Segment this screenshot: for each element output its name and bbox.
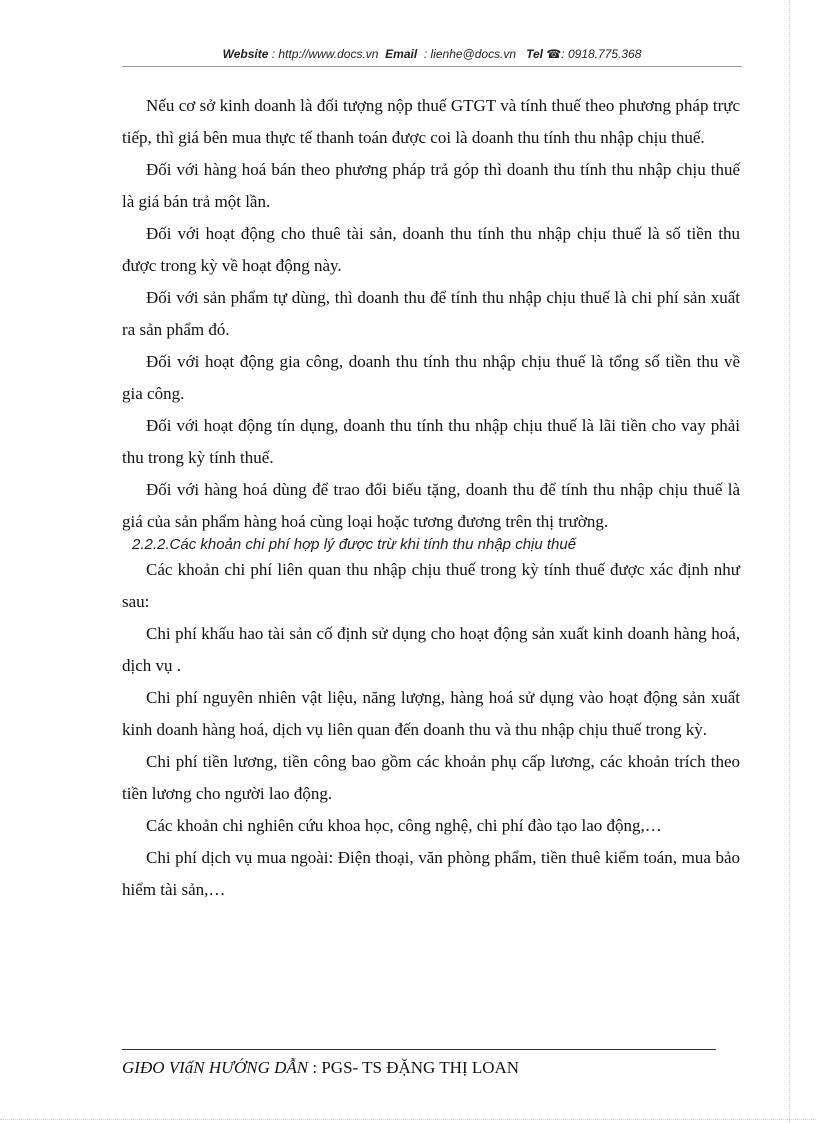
- paragraph: Đối với hoạt động cho thuê tài sản, doanh thu tính thu nhập chịu thuế là số tiền thu được trong kỳ về hoạt động này.: [122, 224, 740, 275]
- phone-icon: ☎: [546, 47, 562, 61]
- paragraph: Các khoản chi phí liên quan thu nhập chịu thuế trong kỳ tính thuế được xác định như sau:: [122, 560, 740, 611]
- footer-value: : PGS- TS ĐẶNG THỊ LOAN: [312, 1058, 520, 1077]
- header-divider: [122, 66, 742, 67]
- paragraph: Nếu cơ sở kinh doanh là đối tượng nộp thuế GTGT và tính thuế theo phương pháp trực tiếp, thì giá bên mua thực tế thanh toán được coi là doanh thu tính thu nhập chịu thuế.: [122, 96, 740, 147]
- footer-divider: [122, 1049, 716, 1050]
- page-edge-right: [789, 0, 790, 1123]
- website-link[interactable]: : http://www.docs.vn: [271, 47, 379, 61]
- paragraph: Đối với hoạt động tín dụng, doanh thu tính thu nhập chịu thuế là lãi tiền cho vay phải thu trong kỳ tính thuế.: [122, 416, 740, 467]
- page-header: [122, 47, 742, 61]
- paragraph: Đối với sản phẩm tự dùng, thì doanh thu để tính thu nhập chịu thuế là chi phí sản xuất ra sản phẩm đó.: [122, 288, 740, 339]
- paragraph: Chi phí dịch vụ mua ngoài: Điện thoại, văn phòng phẩm, tiền thuê kiểm toán, mua bảo hiểm tài sản,…: [122, 848, 740, 899]
- paragraph: Đối với hàng hoá bán theo phương pháp trả góp thì doanh thu tính thu nhập chịu thuế là giá bán trả một lần.: [122, 160, 740, 211]
- paragraph: Các khoản chi nghiên cứu khoa học, công nghệ, chi phí đào tạo lao động,…: [146, 816, 662, 835]
- paragraph: Chi phí tiền lương, tiền công bao gồm các khoản phụ cấp lương, các khoản trích theo tiền lương cho người lao động.: [122, 752, 740, 803]
- paragraph: Đối với hoạt động gia công, doanh thu tính thu nhập chịu thuế là tổng số tiền thu về gia công.: [122, 352, 740, 403]
- paragraph: Chi phí nguyên nhiên vật liệu, năng lượng, hàng hoá sử dụng vào hoạt động sản xuất kinh doanh hàng hoá, dịch vụ liên quan đến doanh thu và thu nhập chịu thuế trong kỳ.: [122, 688, 740, 739]
- page-edge-bottom: [0, 1119, 816, 1120]
- website-label: Website: [222, 47, 269, 61]
- paragraph: Chi phí khấu hao tài sản cố định sử dụng cho hoạt động sản xuất kinh doanh hàng hoá, dịch vụ .: [122, 624, 740, 675]
- page-footer: [122, 1058, 519, 1078]
- tel-label: Tel: [526, 47, 543, 61]
- document-body: [122, 90, 740, 906]
- email-link[interactable]: : lienhe@docs.vn: [423, 47, 517, 61]
- footer-label: GIĐO VIấN HƯỚNG DẪN: [122, 1058, 309, 1077]
- email-label: Email: [385, 47, 418, 61]
- tel-value: : 0918.775.368: [561, 47, 642, 61]
- paragraph: Đối với hàng hoá dùng để trao đổi biếu tặng, doanh thu để tính thu nhập chịu thuế là giá của sản phẩm hàng hoá cùng loại hoặc tương đương trên thị trường.: [122, 480, 740, 531]
- section-heading: 2.2.2.Các khoản chi phí hợp lý được trừ khi tính thu nhập chịu thuế: [132, 536, 577, 553]
